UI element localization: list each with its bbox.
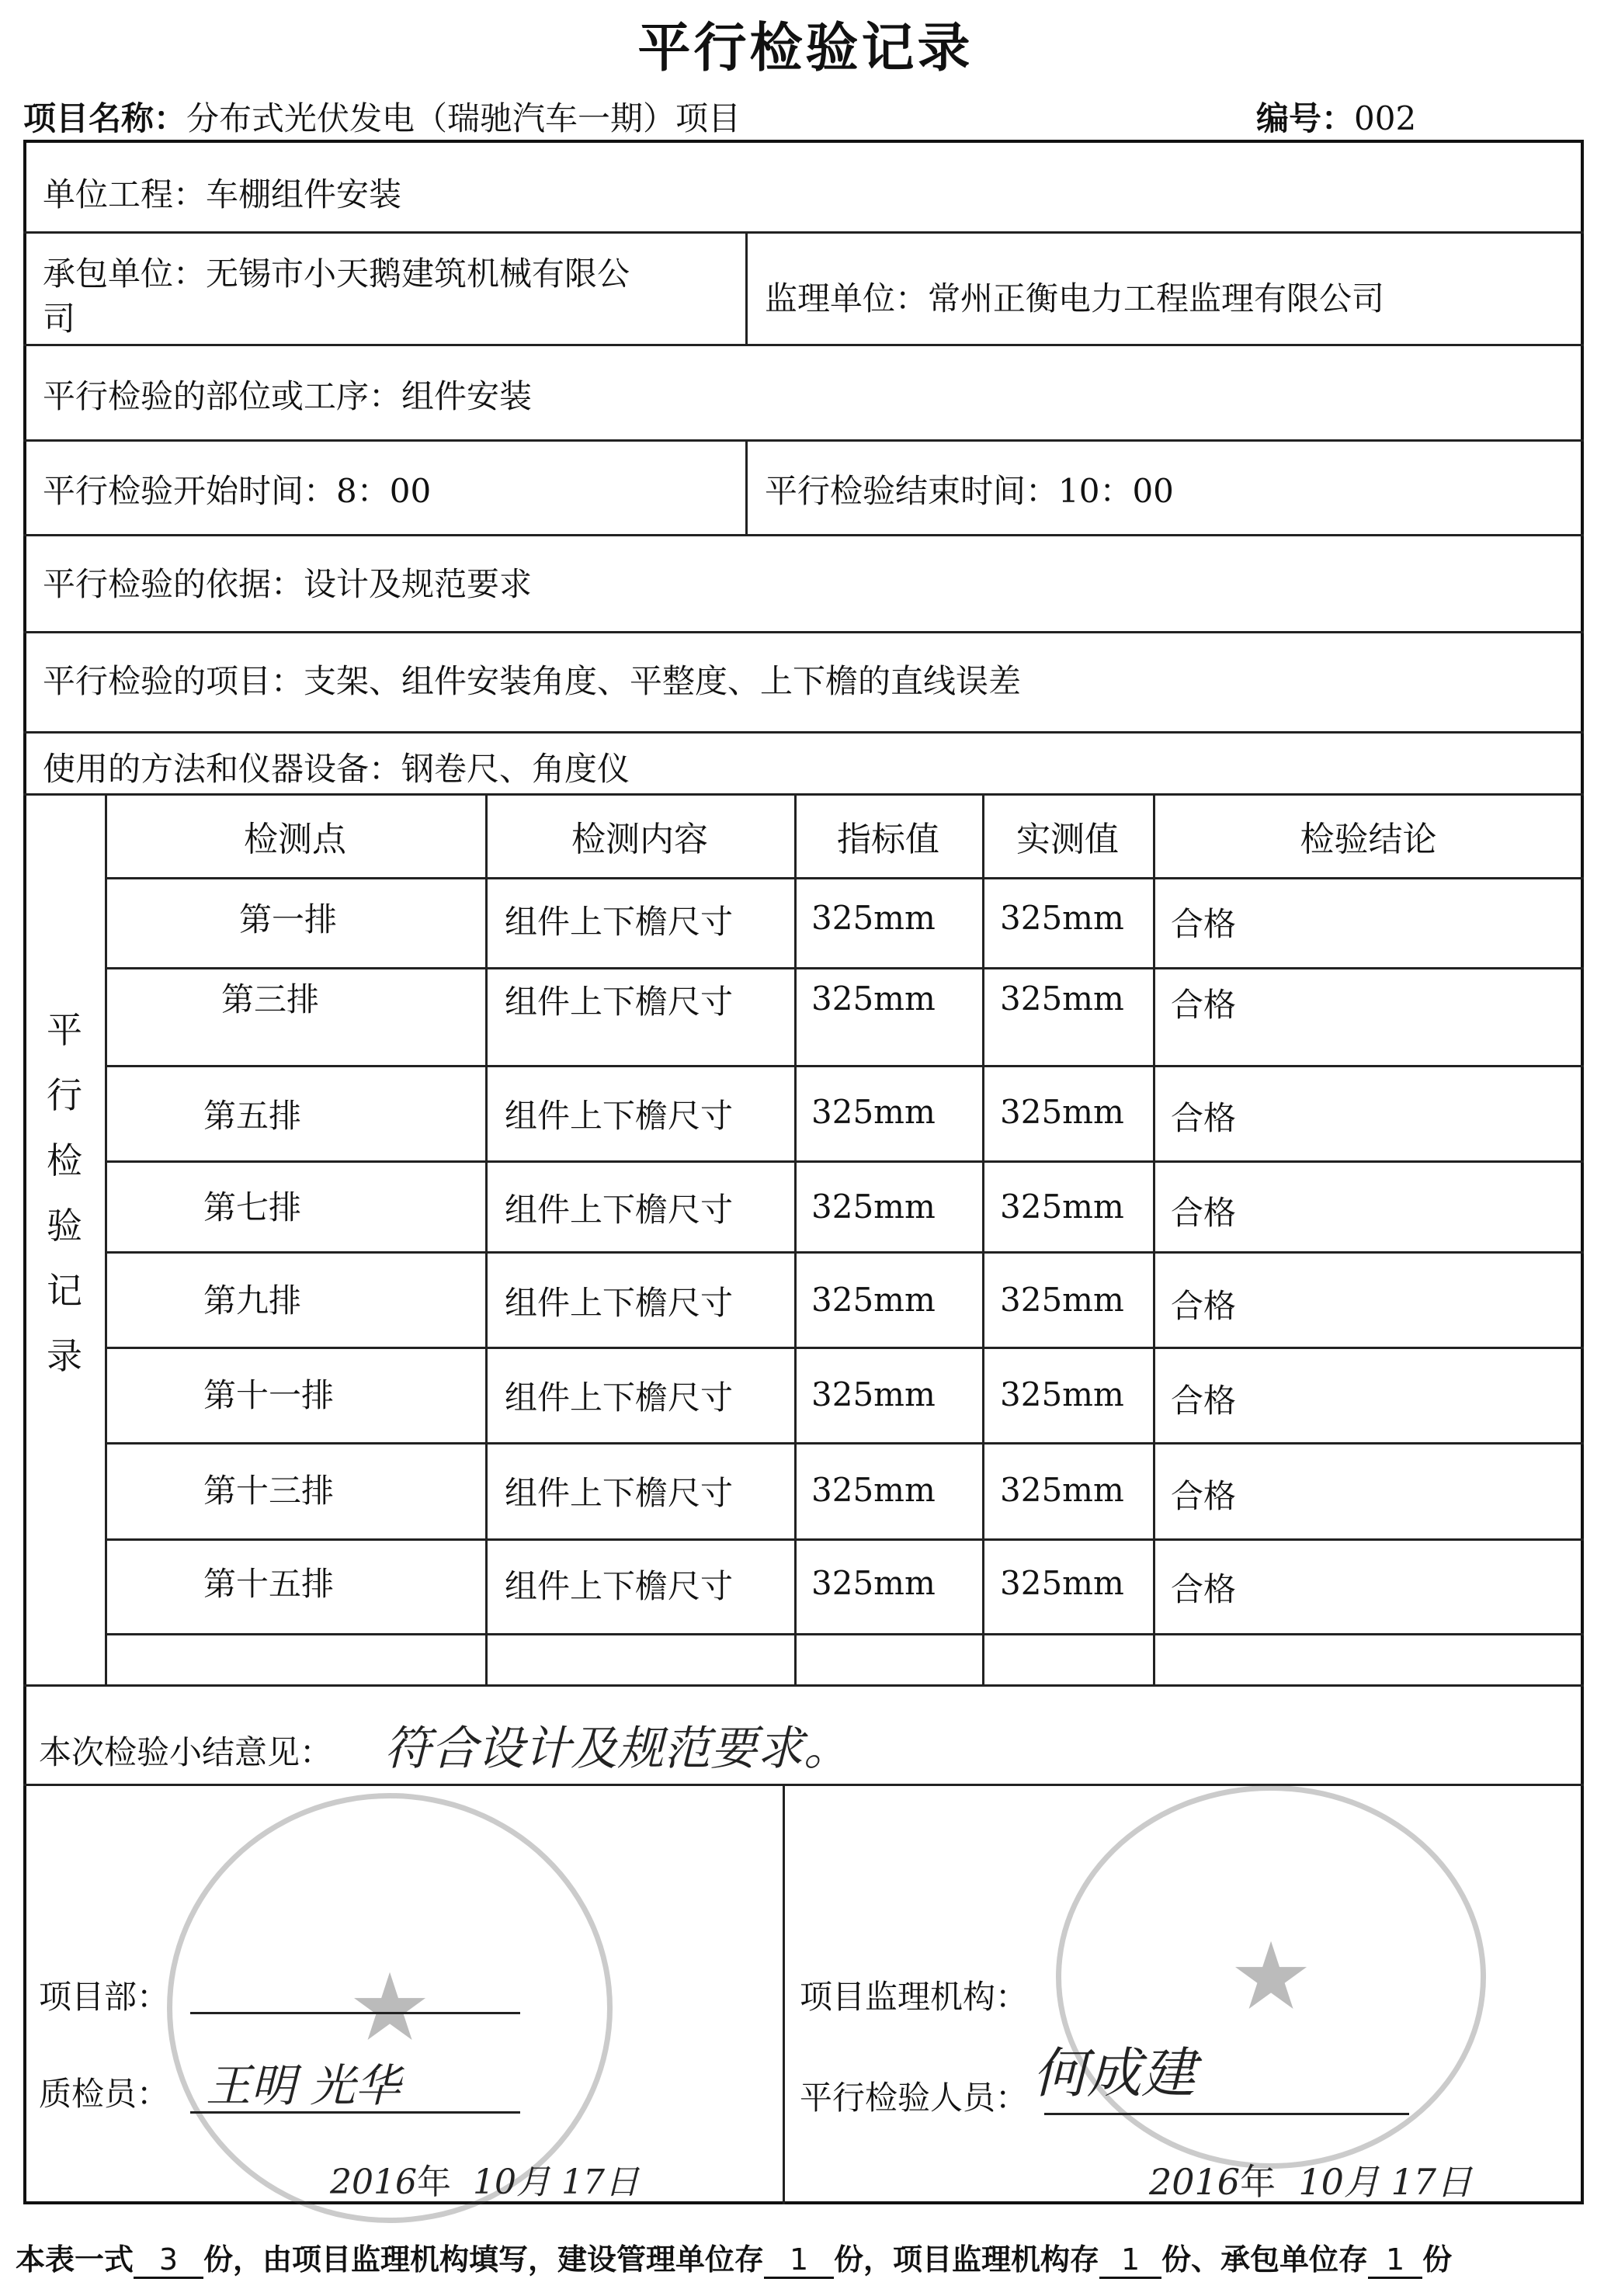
divider xyxy=(23,631,1584,633)
row-content: 组件上下檐尺寸 xyxy=(505,1379,734,1417)
contractor-line1: 承包单位：无锡市小天鹅建筑机械有限公 xyxy=(43,255,630,293)
col-header-point: 检测点 xyxy=(244,820,346,859)
star-icon: ★ xyxy=(348,1954,432,2062)
divider xyxy=(23,231,1584,234)
row-result: 合格 xyxy=(1171,1099,1237,1137)
project-value: 分布式光伏发电（瑞驰汽车一期）项目 xyxy=(186,99,741,137)
divider xyxy=(783,1784,785,2204)
left-date xyxy=(330,2154,639,2204)
table-divider xyxy=(105,1633,1584,1635)
side-label xyxy=(45,997,84,1389)
project-label: 项目名称： xyxy=(23,99,187,137)
number-value: 002 xyxy=(1354,99,1417,137)
footer-text: 份，项目监理机构存 xyxy=(834,2242,1100,2277)
row-target: 325mm xyxy=(811,1564,936,1602)
summary-label: 本次检验小结意见： xyxy=(39,1733,333,1771)
row-measured: 325mm xyxy=(1000,1375,1124,1413)
left-date-year-char: 年 xyxy=(416,2162,451,2202)
side-char: 记 xyxy=(47,1270,82,1312)
table-divider xyxy=(105,1065,1584,1067)
right-inspector-label: 平行检验人员： xyxy=(800,2079,1029,2117)
footer-text: 份、承包单位存 xyxy=(1161,2242,1369,2277)
table-divider xyxy=(485,793,488,1684)
footer-note xyxy=(16,2235,1452,2279)
record-number xyxy=(1256,93,1416,140)
row-target: 325mm xyxy=(811,1093,936,1131)
table-divider xyxy=(105,1442,1584,1445)
left-date-year: 2016 xyxy=(330,2162,417,2202)
row-measured: 325mm xyxy=(1000,1281,1124,1319)
left-inspector-signature: 王明 光华 xyxy=(206,2059,401,2112)
divider xyxy=(23,1684,1584,1687)
copies-total: 3 xyxy=(134,2242,203,2279)
right-date-year-char: 年 xyxy=(1240,2161,1276,2203)
table-divider xyxy=(1153,793,1155,1684)
row-measured: 325mm xyxy=(1000,1188,1124,1226)
right-date-month: 10月 xyxy=(1298,2161,1380,2203)
right-inspector-signature: 何成建 xyxy=(1033,2041,1196,2105)
row-result: 合格 xyxy=(1171,905,1237,943)
end-time: 平行检验结束时间：10：00 xyxy=(765,472,1174,510)
row-target: 325mm xyxy=(811,899,936,937)
start-time: 平行检验开始时间：8：00 xyxy=(43,472,432,510)
inspection-part: 平行检验的部位或工序：组件安装 xyxy=(43,377,533,415)
divider xyxy=(745,231,748,344)
row-result: 合格 xyxy=(1171,1194,1237,1232)
table-divider xyxy=(105,1538,1584,1541)
table-divider xyxy=(105,1347,1584,1349)
left-date-month: 10月 xyxy=(472,2162,550,2202)
col-header-target: 指标值 xyxy=(837,820,939,859)
page-title: 平行检验记录 xyxy=(637,18,974,79)
methods-equipment: 使用的方法和仪器设备：钢卷尺、角度仪 xyxy=(43,750,630,788)
copies-supervisor: 1 xyxy=(1099,2242,1161,2279)
side-char: 检 xyxy=(47,1139,82,1181)
right-date-day: 17日 xyxy=(1391,2161,1473,2203)
side-char: 录 xyxy=(47,1335,82,1377)
divider xyxy=(23,1784,1584,1786)
supervisor-unit: 监理单位：常州正衡电力工程监理有限公司 xyxy=(765,279,1385,317)
row-result: 合格 xyxy=(1171,1570,1237,1608)
left-date-day: 17日 xyxy=(561,2162,639,2202)
inspection-items: 平行检验的项目：支架、组件安装角度、平整度、上下檐的直线误差 xyxy=(43,662,1022,700)
inspection-basis: 平行检验的依据：设计及规范要求 xyxy=(43,565,533,603)
row-content: 组件上下檐尺寸 xyxy=(505,1474,734,1512)
table-divider xyxy=(105,1160,1584,1163)
row-target: 325mm xyxy=(811,1471,936,1509)
row-result: 合格 xyxy=(1171,1477,1237,1515)
side-char: 行 xyxy=(47,1074,82,1116)
row-content: 组件上下檐尺寸 xyxy=(505,1097,734,1135)
row-measured: 325mm xyxy=(1000,899,1124,937)
row-target: 325mm xyxy=(811,980,936,1018)
row-measured: 325mm xyxy=(1000,1093,1124,1131)
divider xyxy=(23,534,1584,536)
project-dept-label: 项目部： xyxy=(39,1978,170,2016)
row-result: 合格 xyxy=(1171,1382,1237,1420)
star-icon: ★ xyxy=(1229,1923,1313,2031)
row-content: 组件上下檐尺寸 xyxy=(505,903,734,941)
row-content: 组件上下檐尺寸 xyxy=(505,1567,734,1605)
signature-line xyxy=(190,2012,520,2014)
row-target: 325mm xyxy=(811,1375,936,1413)
summary-handwritten: 符合设计及规范要求。 xyxy=(384,1722,850,1776)
col-header-result: 检验结论 xyxy=(1300,820,1437,859)
row-point: 第七排 xyxy=(203,1188,302,1226)
divider xyxy=(23,344,1584,346)
col-header-content: 检测内容 xyxy=(571,820,708,859)
row-point: 第十三排 xyxy=(203,1472,335,1510)
row-measured: 325mm xyxy=(1000,1564,1124,1602)
row-content: 组件上下檐尺寸 xyxy=(505,983,734,1021)
table-divider xyxy=(105,967,1584,969)
footer-text: 份 xyxy=(1422,2242,1453,2277)
row-point: 第五排 xyxy=(203,1097,302,1135)
row-point: 第十一排 xyxy=(203,1376,335,1414)
supervisor-stamp xyxy=(1056,1785,1486,2169)
row-content: 组件上下檐尺寸 xyxy=(505,1284,734,1322)
row-target: 325mm xyxy=(811,1188,936,1226)
table-divider xyxy=(105,1251,1584,1254)
side-char: 验 xyxy=(47,1205,82,1247)
row-result: 合格 xyxy=(1171,1287,1237,1325)
signature-line xyxy=(190,2111,520,2114)
unit-project: 单位工程：车棚组件安装 xyxy=(43,175,402,213)
right-date xyxy=(1149,2154,1472,2205)
footer-text: 份，由项目监理机构填写，建设管理单位存 xyxy=(203,2242,765,2277)
row-point: 第一排 xyxy=(239,900,338,938)
signature-line xyxy=(1044,2113,1409,2115)
project-name xyxy=(23,93,741,140)
table-divider xyxy=(982,793,984,1684)
left-inspector-label: 质检员： xyxy=(39,2075,170,2113)
row-measured: 325mm xyxy=(1000,1471,1124,1509)
row-point: 第三排 xyxy=(221,980,320,1018)
side-char: 平 xyxy=(47,1009,82,1051)
divider xyxy=(23,731,1584,734)
table-divider xyxy=(105,793,107,1684)
number-label: 编号： xyxy=(1256,99,1355,137)
copies-owner: 1 xyxy=(764,2242,834,2279)
row-target: 325mm xyxy=(811,1281,936,1319)
copies-contractor: 1 xyxy=(1368,2242,1422,2279)
divider xyxy=(23,439,1584,442)
row-measured: 325mm xyxy=(1000,980,1124,1018)
row-point: 第九排 xyxy=(203,1282,302,1320)
divider xyxy=(23,793,1584,796)
footer-text: 本表一式 xyxy=(16,2242,134,2277)
table-divider xyxy=(105,877,1584,879)
supervision-org-label: 项目监理机构： xyxy=(800,1978,1029,2016)
divider xyxy=(745,439,748,534)
table-divider xyxy=(794,793,797,1684)
row-point: 第十五排 xyxy=(203,1565,335,1603)
contractor-line2: 司 xyxy=(43,300,76,338)
row-result: 合格 xyxy=(1171,986,1237,1024)
right-date-year: 2016 xyxy=(1149,2161,1241,2203)
col-header-measured: 实测值 xyxy=(1016,820,1119,859)
row-content: 组件上下檐尺寸 xyxy=(505,1191,734,1229)
